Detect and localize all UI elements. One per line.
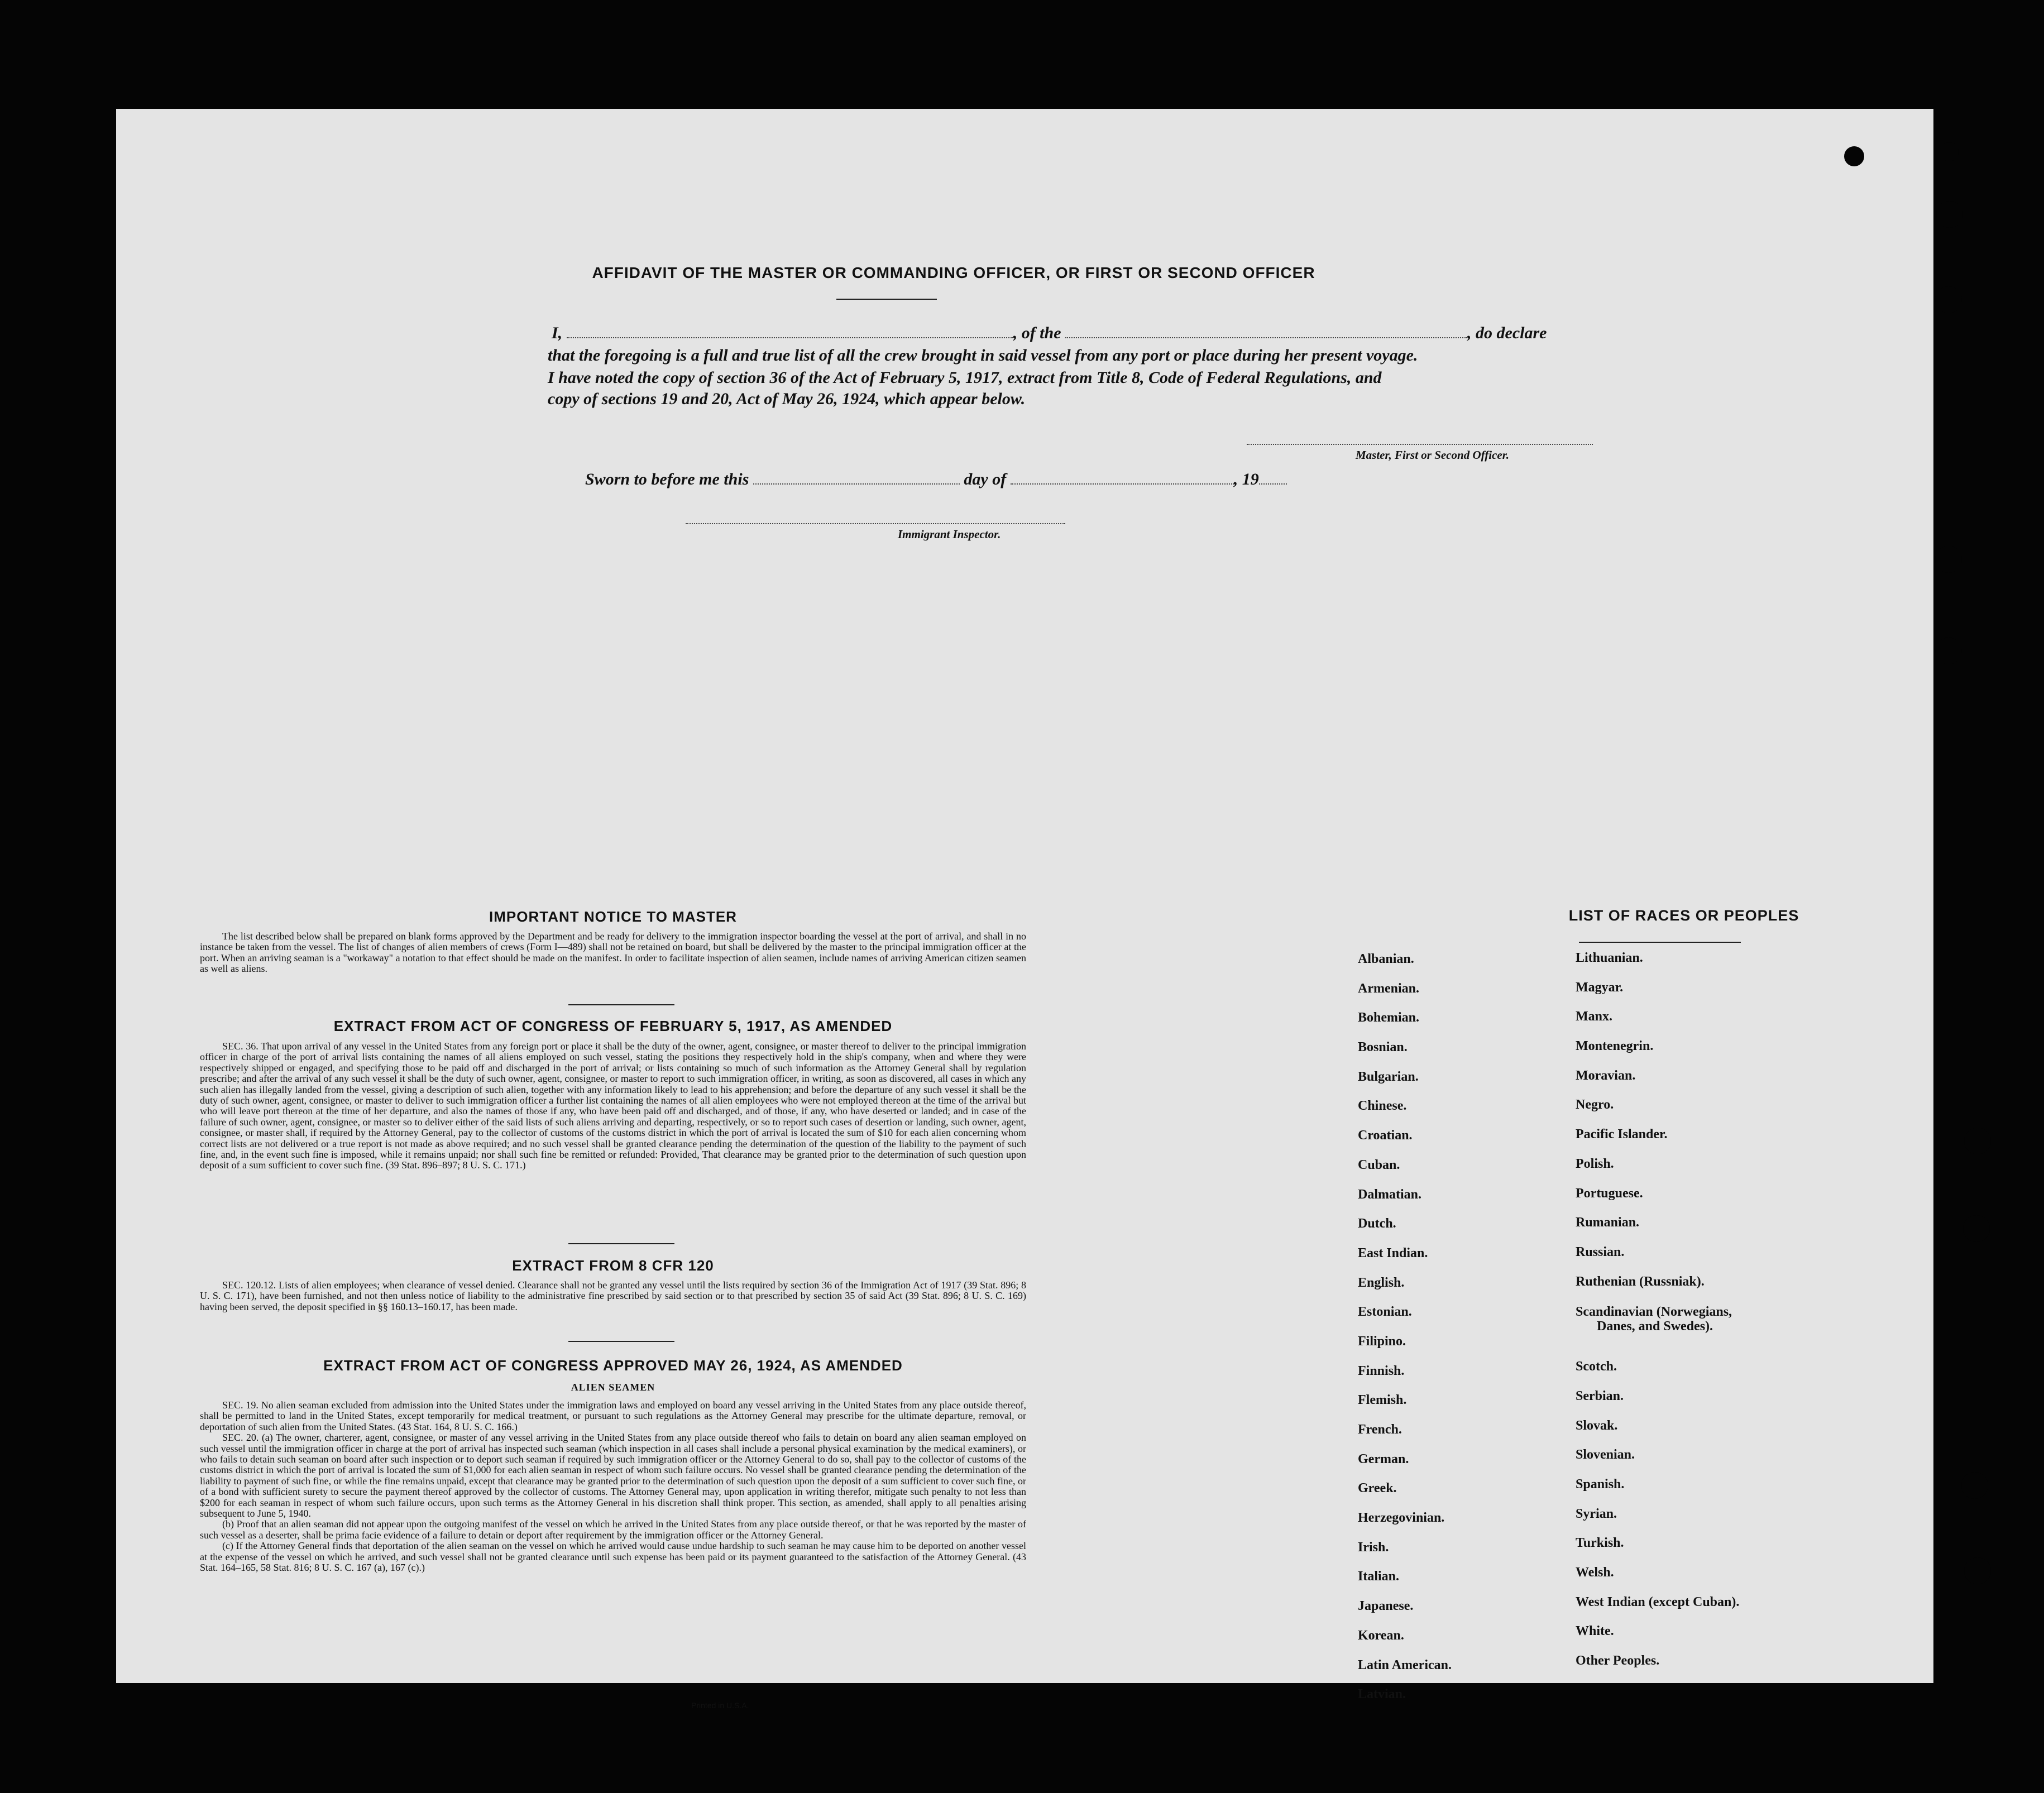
race-item: Estonian.: [1358, 1305, 1412, 1320]
affidavit-line-1: [552, 324, 1547, 343]
races-title: LIST OF RACES OR PEOPLES: [1568, 907, 1799, 924]
race-item: Bulgarian.: [1358, 1069, 1419, 1084]
line1-i: I,: [552, 324, 563, 342]
extract-cfr-title: EXTRACT FROM 8 CFR 120: [512, 1257, 714, 1274]
race-item: Korean.: [1358, 1628, 1404, 1643]
punch-hole: [1844, 146, 1864, 166]
race-item: Syrian.: [1576, 1506, 1617, 1521]
extract-1924-title: EXTRACT FROM ACT OF CONGRESS APPROVED MAY 26, 1924, AS AMENDED: [323, 1357, 903, 1374]
race-item: Scotch.: [1576, 1359, 1617, 1374]
inspector-caption: Immigrant Inspector.: [898, 528, 1001, 541]
punch-hole: [1964, 1557, 1991, 1584]
race-item: Greek.: [1358, 1481, 1397, 1496]
title-rule: [836, 299, 937, 300]
race-item: Rumanian.: [1576, 1215, 1640, 1230]
notice-title: IMPORTANT NOTICE TO MASTER: [489, 908, 737, 925]
year-label: , 19: [1233, 470, 1259, 488]
race-item: Italian.: [1358, 1569, 1400, 1584]
race-item: Spanish.: [1576, 1477, 1625, 1492]
race-item: Welsh.: [1576, 1565, 1614, 1580]
race-item: White.: [1576, 1624, 1614, 1639]
race-item: Pacific Islander.: [1576, 1127, 1668, 1142]
race-item: West Indian (except Cuban).: [1576, 1594, 1740, 1609]
affidavit-line-2: that the foregoing is a full and true list of all the crew brought in said vessel from any port or place during her present voyage.: [548, 346, 1418, 365]
races-left-column: [1358, 952, 1452, 1717]
printed-in-usa: Printed in U.S.A.: [691, 1701, 749, 1710]
line1-of: , of the: [1013, 324, 1061, 342]
alien-seamen-subtitle: ALIEN SEAMEN: [571, 1382, 655, 1393]
punch-hole: [1936, 201, 1963, 228]
affidavit-title: AFFIDAVIT OF THE MASTER OR COMMANDING OFFICER, OR FIRST OR SECOND OFFICER: [592, 264, 1315, 281]
extract-1917-text: [200, 1041, 1026, 1171]
sworn-label: Sworn to before me this: [585, 470, 749, 488]
race-item: Dalmatian.: [1358, 1187, 1421, 1202]
punch-hole: [1935, 637, 1962, 664]
vessel-blank: [1065, 337, 1467, 338]
race-item: Slovenian.: [1576, 1447, 1635, 1463]
document-sheet: [116, 109, 1933, 1710]
month-blank: [1011, 483, 1234, 485]
race-item: Bohemian.: [1358, 1010, 1420, 1025]
race-item: Cuban.: [1358, 1157, 1400, 1172]
race-item: Flemish.: [1358, 1393, 1407, 1408]
race-item: Ruthenian (Russniak).: [1576, 1274, 1705, 1289]
sec-36-paragraph: SEC. 36. That upon arrival of any vessel in the United States from any foreign port or place it shall be the duty of the owner, agent, consignee, or master thereof to deliver to the principal immigration officer in charge of the port of arrival lists containing the names of all aliens employed on such vessel, stating the positions they respectively hold in the ship's company, when and where they were respectively shipped or engaged, and specifying those to be paid off and discharged in the port of arrival; or lists containing so much of such information as the Attorney General shall by regulation prescribe; and after the arrival of any such vessel it shall be the duty of such owner, agent, consignee, or master to report to such immigration officer, in writing, as soon as discovered, all cases in which any such alien has illegally landed from the vessel, giving a description of such alien, together with any information likely to lead to his apprehension; and before the departure of any such vessel it shall be the duty of such owner, agent, consignee, or master to deliver to such immigration officer a further list containing the names of all alien employees who were not employed thereon at the time of the arrival but who will leave port thereon at the time of her departure, and also the names of those if any, who have been paid off and discharged, and of those, if any, who have deserted or landed; and in case of the failure of such owner, agent, consignee, or master so to deliver either of the said lists of such aliens arriving and departing, respectively, or so to report such cases of desertion or landing, such owner, agent, consignee, or master shall, if required by the Attorney General, pay to the collector of customs of the customs district in which the port of arrival is located the sum of $10 for each alien concerning whom correct lists are not delivered or a true report is not made as above required; and no such vessel shall be granted clearance pending the determination of the question of the liability to the payment of such fine, and, in the event such fine is imposed, while it remains unpaid; nor shall such fine be remitted or refunded: Provided, That clearance may be granted prior to the determination of such question upon deposit of a sum sufficient to cover such fine. (39 Stat. 896–897; 8 U. S. C. 171.): [200, 1041, 1026, 1171]
race-item: Finnish.: [1358, 1363, 1405, 1378]
notice-paragraph: The list described below shall be prepared on blank forms approved by the Department and be ready for delivery to the immigration inspector boarding the vessel at the port of arrival, and shall in no instance be taken from the vessel. The list of changes of alien members of crews (Form I—489) shall not be retained on board, but shall be delivered by the master to the principal immigration officer at the port. When an arriving seaman is a "workaway" a notation to that effect should be made on the manifest. In order to facilitate inspection of alien seamen, include names of arriving American citizen seamen as well as aliens.: [200, 931, 1026, 975]
sec-120-12-paragraph: SEC. 120.12. Lists of alien employees; when clearance of vessel denied. Clearance shall not be granted any vessel until the lists required by section 36 of the Immigration Act of 1917 (39 Stat. 896; 8 U. S. C. 171), have been furnished, and not then unless notice of liability to the administrative fine prescribed by said section or to that prescribed by section 35 of said Act (39 Stat. 896; 8 U. S. C. 169) having been served, the deposit specified in §§ 160.13–160.17, has been made.: [200, 1279, 1026, 1312]
race-item: Croatian.: [1358, 1128, 1413, 1143]
punch-hole: [1961, 1472, 1988, 1499]
sec-20b-paragraph: (b) Proof that an alien seaman did not appear upon the outgoing manifest of the vessel on which he arrived in the United States from any place outside thereof, or that he was reported by the master of such vessel as a deserter, shall be prima facie evidence of a failure to detain or deport after requirement by the immigration officer or the Attorney General.: [200, 1518, 1026, 1541]
master-caption: Master, First or Second Officer.: [1356, 448, 1509, 462]
race-item: Magyar.: [1576, 980, 1624, 995]
punch-hole: [1935, 546, 1962, 573]
sworn-line: [585, 470, 1287, 489]
race-item-line: Scandinavian (Norwegians,: [1576, 1305, 1732, 1320]
punch-hole: [1963, 1215, 1990, 1242]
extract-1924-text: [200, 1400, 1026, 1574]
race-item: Serbian.: [1576, 1388, 1624, 1403]
races-title-rule: [1579, 942, 1741, 943]
race-item: French.: [1358, 1422, 1402, 1437]
race-item-scandinavian: [1576, 1303, 1739, 1359]
race-item: Latin American.: [1358, 1657, 1452, 1672]
race-item: Manx.: [1576, 1009, 1612, 1024]
year-blank: [1259, 483, 1287, 485]
race-item-line: Danes, and Swedes).: [1597, 1319, 1713, 1334]
race-item: German.: [1358, 1451, 1409, 1466]
punch-hole: [1964, 1128, 1991, 1154]
race-item: Portuguese.: [1576, 1186, 1643, 1201]
race-item: Turkish.: [1576, 1536, 1624, 1551]
race-item: Latvian.: [1358, 1687, 1406, 1702]
punch-hole: [1940, 142, 1959, 161]
sec-19-paragraph: SEC. 19. No alien seaman excluded from admission into the United States under the immigration laws and employed on board any vessel arriving in the United States from any place outside thereof, shall be permitted to land in the United States, except temporarily for medical treatment, or pursuant to such regulations as the Attorney General may prescribe for the ultimate departure, removal, or deportation of such alien from the United States. (43 Stat. 164, 8 U. S. C. 166.): [200, 1399, 1026, 1432]
race-item: Dutch.: [1358, 1216, 1396, 1231]
extract-cfr-text: [200, 1280, 1026, 1312]
race-item: Moravian.: [1576, 1068, 1636, 1083]
race-item: Russian.: [1576, 1244, 1625, 1259]
extract-1917-title: EXTRACT FROM ACT OF CONGRESS OF FEBRUARY 5, 1917, AS AMENDED: [333, 1018, 893, 1034]
race-item: Japanese.: [1358, 1599, 1414, 1614]
name-blank: [567, 337, 1013, 338]
affidavit-line-3: I have noted the copy of section 36 of the Act of February 5, 1917, extract from Title 8, Code of Federal Regulations, and: [548, 368, 1382, 387]
race-item: Chinese.: [1358, 1099, 1407, 1114]
race-item: Negro.: [1576, 1097, 1614, 1113]
sec-20c-paragraph: (c) If the Attorney General finds that deportation of the alien seaman on the vessel on which he arrived would cause undue hardship to such seaman he may cause him to be deported on another vessel at the expense of the vessel on which he arrived, and such vessel shall not be granted clearance until such expense has been paid or its payment guaranteed to the satisfaction of the Attorney General. (43 Stat. 164–165, 58 Stat. 816; 8 U. S. C. 167 (a), 167 (c).): [200, 1540, 1026, 1574]
race-item: Other Peoples.: [1576, 1653, 1660, 1669]
race-item: East Indian.: [1358, 1245, 1428, 1260]
day-blank: [753, 483, 960, 485]
race-item: Slovak.: [1576, 1418, 1618, 1433]
race-item: Polish.: [1576, 1156, 1614, 1171]
race-item: Filipino.: [1358, 1334, 1406, 1349]
punch-hole: [1935, 286, 1962, 313]
race-item: Albanian.: [1358, 952, 1414, 966]
race-item: Bosnian.: [1358, 1040, 1408, 1055]
race-item: Herzegovinian.: [1358, 1511, 1445, 1526]
race-item: Montenegrin.: [1576, 1039, 1654, 1054]
divider-1: [568, 1004, 674, 1005]
day-of-label: day of: [964, 470, 1007, 488]
race-item: Lithuanian.: [1576, 951, 1643, 965]
inspector-signature-line: [686, 523, 1065, 524]
master-signature-line: [1247, 444, 1593, 445]
race-item: Irish.: [1358, 1540, 1389, 1555]
race-item: English.: [1358, 1275, 1405, 1290]
affidavit-line-4: copy of sections 19 and 20, Act of May 26, 1924, which appear below.: [548, 390, 1026, 408]
divider-2: [568, 1243, 674, 1244]
races-right-column: [1576, 951, 1739, 1683]
race-item: Armenian.: [1358, 981, 1419, 996]
line1-declare: , do declare: [1467, 324, 1547, 342]
notice-text: [200, 931, 1026, 975]
divider-3: [568, 1341, 674, 1342]
sec-20a-paragraph: SEC. 20. (a) The owner, charterer, agent, consignee, or master of any vessel arriving in the United States from any place outside thereof who fails to detain on board any alien seaman employed on such vessel until the immigration officer in charge at the port of arrival has inspected such seaman (which inspection in all cases shall include a personal physical examination by the medical examiners), or who fails to detain such seaman on board after such inspection or to deport such seaman if required by such immigration officer or the Attorney General to do so, shall pay to the collector of customs of the customs district in which the port of arrival is located the sum of $1,000 for each alien seaman in respect of whom such failure occurs. No vessel shall be granted clearance pending the determination of the liability to payment of such fine, or while the fine remains unpaid, except that clearance may be granted prior to the determination of such question upon the deposit of a sum sufficient to cover such fine, or of a bond with sufficient surety to secure the payment thereof approved by the collector of customs. The Attorney General may, upon application in writing therefor, mitigate such penalty to not less than $200 for each seaman in respect of whom such failure occurs, upon such terms as the Attorney General in his discretion shall think proper. This section, as amended, shall apply to all penalties arising subsequent to June 5, 1940.: [200, 1432, 1026, 1519]
